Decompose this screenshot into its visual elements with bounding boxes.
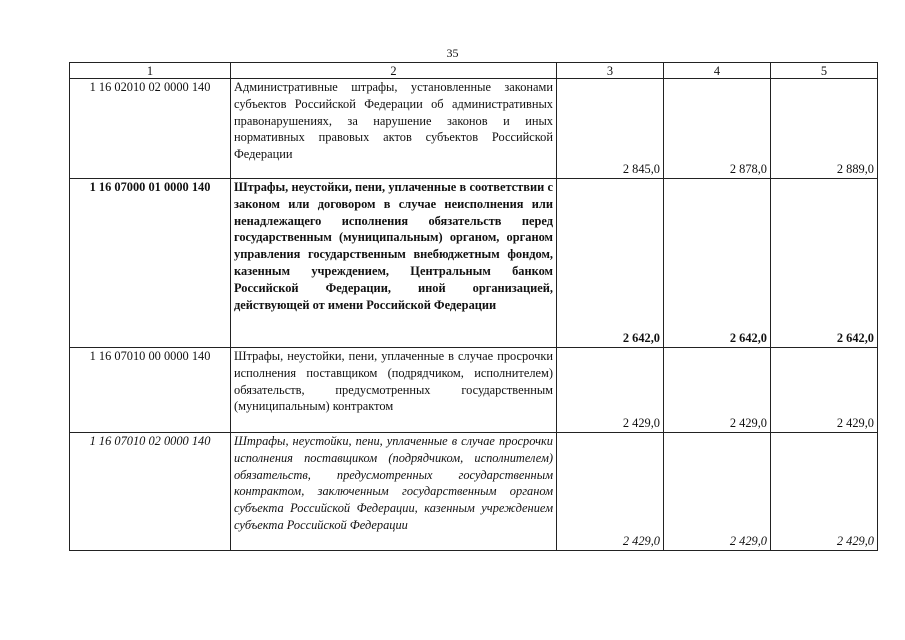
row-description: Штрафы, неустойки, пени, уплаченные в случае просрочки исполнения поставщиком (подрядчиком, исполнителем) обязательств, предусмотренных государственным (муниципальным) контрактом	[231, 348, 557, 433]
column-header-1: 1	[70, 63, 231, 79]
column-header-4: 4	[664, 63, 771, 79]
row-description: Административные штрафы, установленные законами субъектов Российской Федерации об административных правонарушениях, за нарушение законов и иных нормативных правовых актов субъектов Российской Федерации	[231, 79, 557, 179]
table-row	[70, 348, 878, 433]
row-value-col4: 2 878,0	[664, 79, 771, 179]
row-value-col3: 2 845,0	[557, 79, 664, 179]
row-value-col3: 2 429,0	[557, 348, 664, 433]
row-code: 1 16 02010 02 0000 140	[70, 79, 231, 179]
budget-table	[69, 62, 878, 551]
row-value-col5: 2 889,0	[771, 79, 878, 179]
row-value-col4: 2 642,0	[664, 179, 771, 348]
row-value-col3: 2 642,0	[557, 179, 664, 348]
row-code: 1 16 07010 02 0000 140	[70, 433, 231, 551]
row-value-col4: 2 429,0	[664, 433, 771, 551]
row-code: 1 16 07000 01 0000 140	[70, 179, 231, 348]
column-header-5: 5	[771, 63, 878, 79]
table-header-row	[70, 63, 878, 79]
column-header-2: 2	[231, 63, 557, 79]
table-row	[70, 79, 878, 179]
row-description: Штрафы, неустойки, пени, уплаченные в соответствии с законом или договором в случае неисполнения или ненадлежащего исполнения обязательств перед государственным (муниципальным) органом, органом управления государственным внебюджетным фондом, казенным учреждением, Центральным банком Российской Федерации, иной организацией, действующей от имени Российской Федерации	[231, 179, 557, 348]
row-code: 1 16 07010 00 0000 140	[70, 348, 231, 433]
table-row	[70, 433, 878, 551]
column-header-3: 3	[557, 63, 664, 79]
row-value-col4: 2 429,0	[664, 348, 771, 433]
row-value-col3: 2 429,0	[557, 433, 664, 551]
row-value-col5: 2 642,0	[771, 179, 878, 348]
table-row	[70, 179, 878, 348]
row-value-col5: 2 429,0	[771, 433, 878, 551]
row-description: Штрафы, неустойки, пени, уплаченные в случае просрочки исполнения поставщиком (подрядчиком, исполнителем) обязательств, предусмотренных государственным контрактом, заключенным государственным органом субъекта Российской Федерации, казенным учреждением субъекта Российской Федерации	[231, 433, 557, 551]
page-number: 35	[446, 46, 459, 60]
row-value-col5: 2 429,0	[771, 348, 878, 433]
